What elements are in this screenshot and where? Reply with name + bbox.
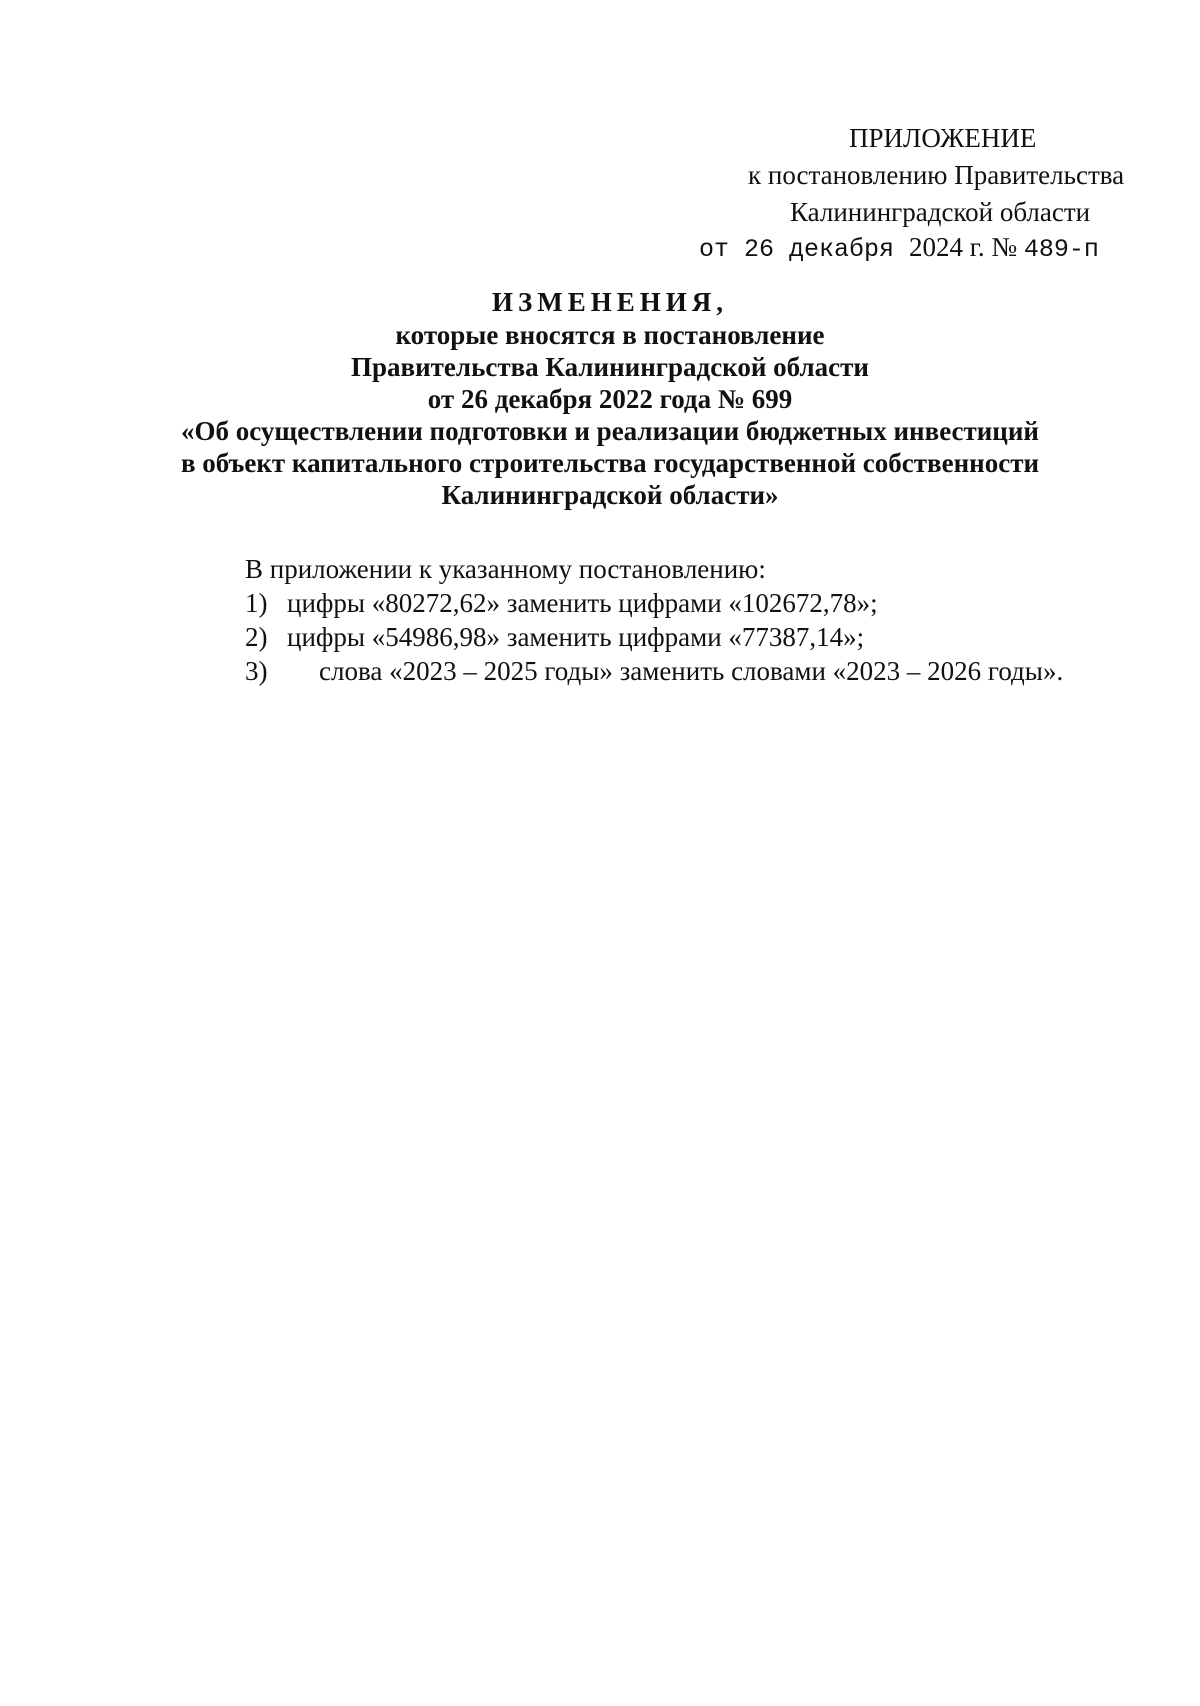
document-body bbox=[245, 553, 1145, 689]
appendix-date: от 26 декабря bbox=[699, 235, 910, 264]
appendix-number: 489-п bbox=[1023, 235, 1099, 264]
appendix-label: ПРИЛОЖЕНИЕ bbox=[849, 123, 1037, 153]
appendix-year: 2024 г. № bbox=[909, 232, 1024, 262]
title-line: в объект капитального строительства государственной собственности bbox=[180, 448, 1040, 478]
title-line: Калининградской области» bbox=[441, 480, 779, 510]
change-number: 1) bbox=[245, 588, 268, 618]
appendix-resolution-line: к постановлению Правительства bbox=[748, 160, 1125, 190]
appendix-date-line bbox=[699, 229, 1099, 268]
document-title bbox=[100, 286, 1120, 511]
appendix-region-line: Калининградской области bbox=[790, 197, 1091, 227]
title-line: «Об осуществлении подготовки и реализации бюджетных инвестиций bbox=[181, 416, 1039, 446]
change-item bbox=[245, 655, 1145, 689]
change-text: слова «2023 – 2025 годы» заменить словами «2023 – 2026 годы». bbox=[319, 656, 1064, 686]
change-text: цифры «54986,98» заменить цифрами «77387,14»; bbox=[287, 622, 865, 652]
title-line: от 26 декабря 2022 года № 699 bbox=[427, 384, 793, 414]
title-line: Правительства Калининградской области bbox=[351, 352, 869, 382]
change-text: цифры «80272,62» заменить цифрами «102672,78»; bbox=[287, 588, 878, 618]
change-item bbox=[245, 621, 1145, 655]
title-heading: ИЗМЕНЕНИЯ, bbox=[491, 287, 728, 317]
body-intro: В приложении к указанному постановлению: bbox=[245, 554, 766, 584]
change-number: 3) bbox=[245, 656, 268, 686]
title-line: которые вносятся в постановление bbox=[395, 320, 825, 350]
change-item bbox=[245, 587, 1145, 621]
change-number: 2) bbox=[245, 622, 268, 652]
